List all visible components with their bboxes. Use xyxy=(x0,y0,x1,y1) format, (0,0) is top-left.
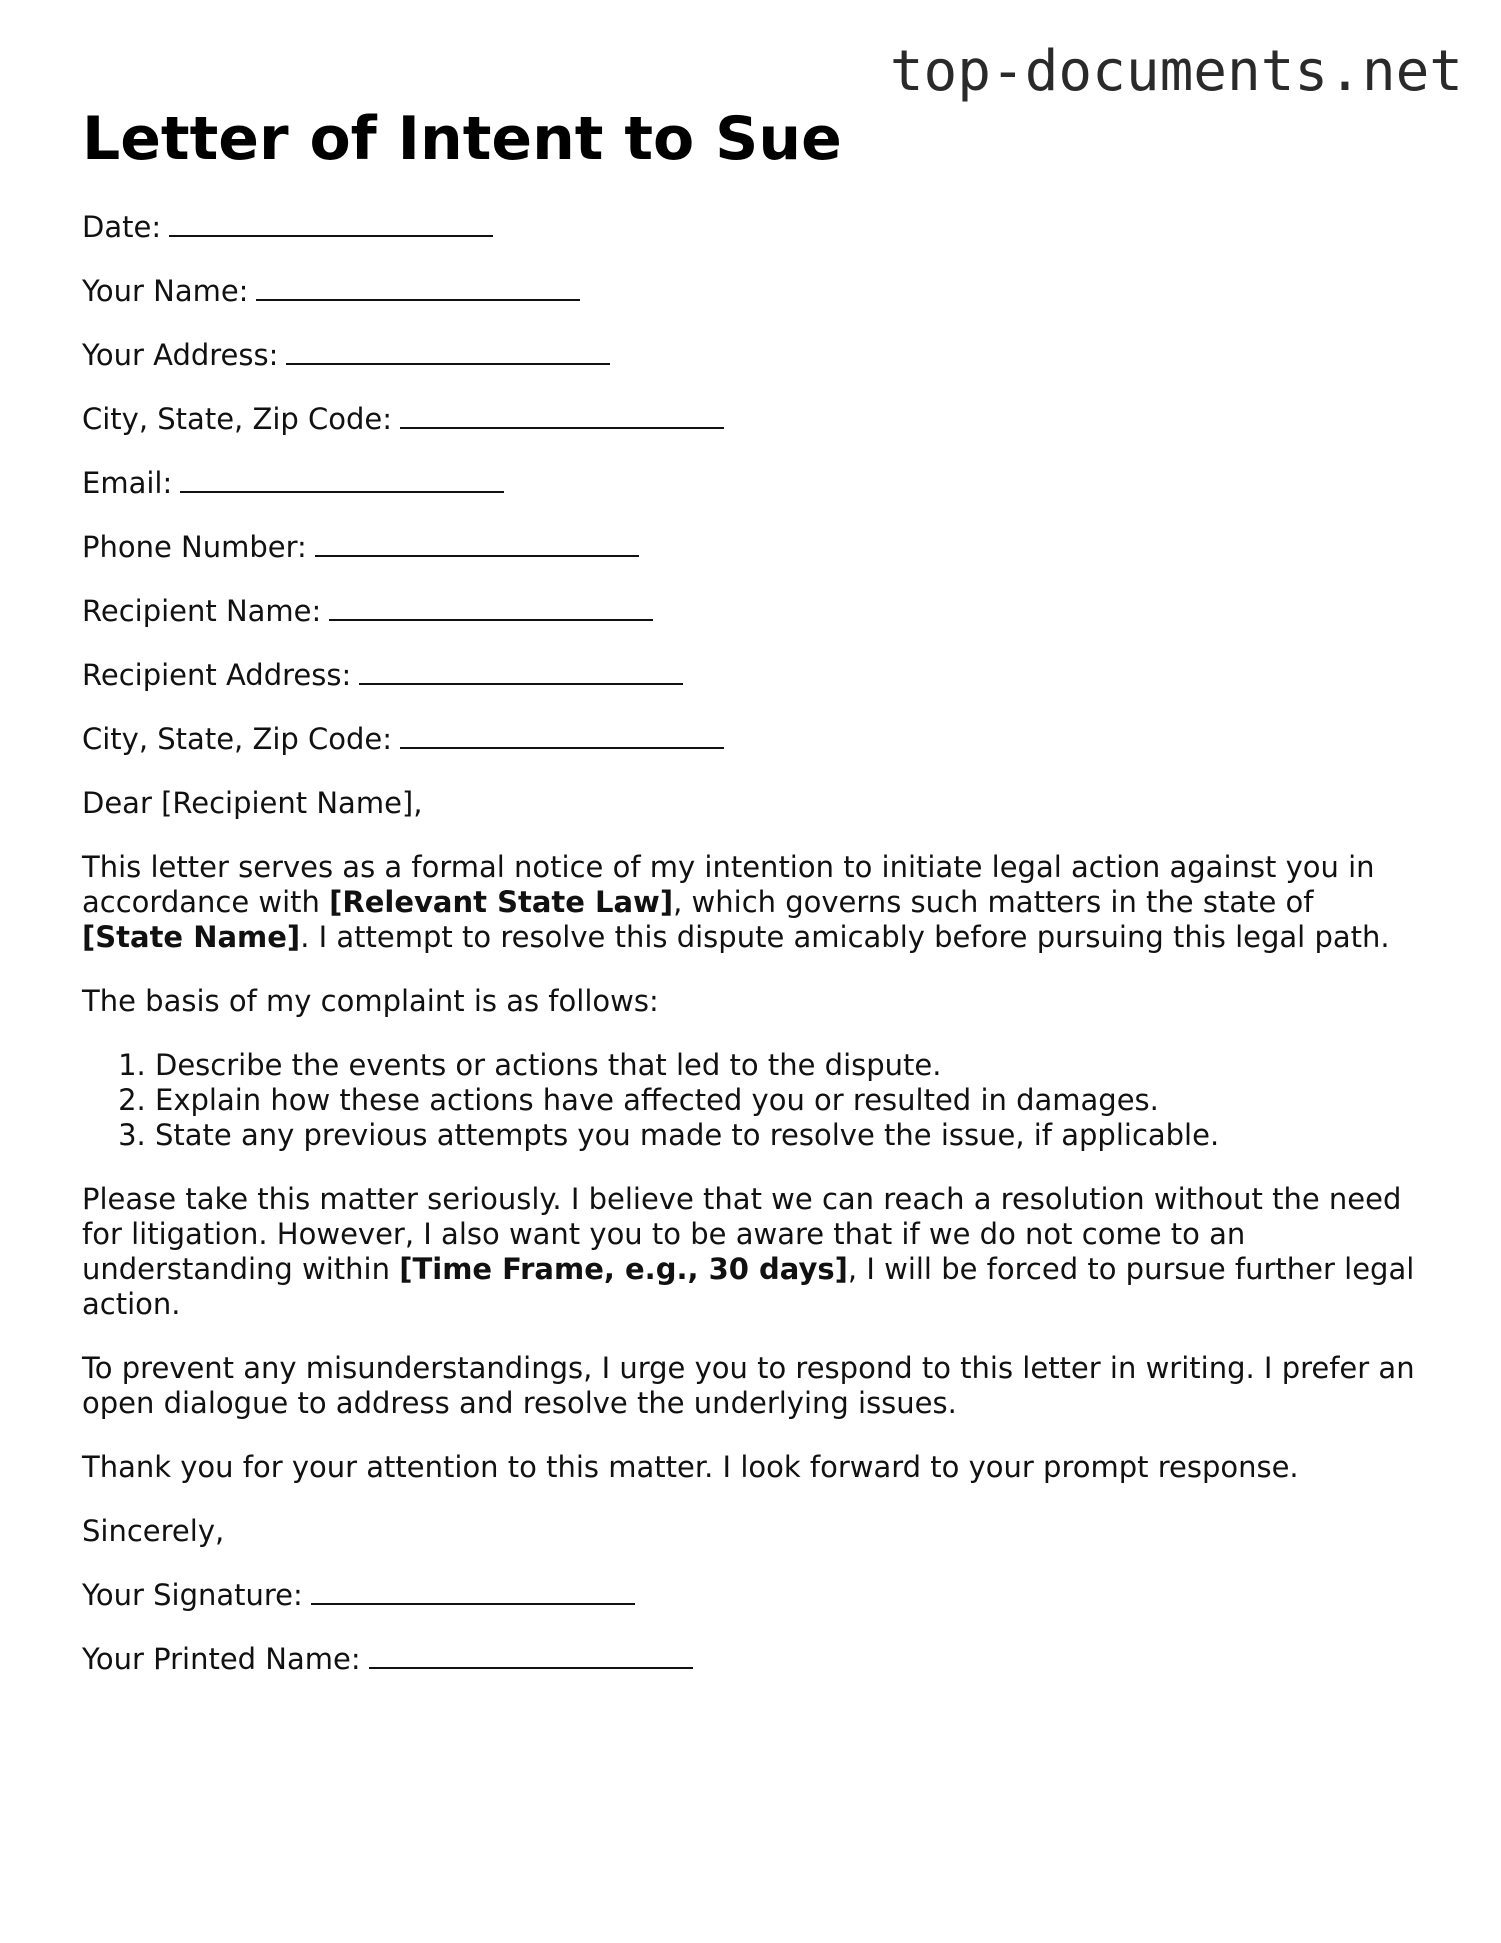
recipient-address-label: Recipient Address: xyxy=(82,658,352,692)
email-label: Email: xyxy=(82,466,173,500)
list-item: 2. Explain how these actions have affected you or resulted in damages. xyxy=(155,1083,1422,1118)
your-city-field xyxy=(82,402,1422,437)
email-blank[interactable] xyxy=(180,467,504,493)
recipient-name-blank[interactable] xyxy=(329,595,653,621)
phone-blank[interactable] xyxy=(315,531,639,557)
your-address-field xyxy=(82,338,1422,373)
your-address-label: Your Address: xyxy=(82,338,279,372)
recipient-city-label: City, State, Zip Code: xyxy=(82,722,393,756)
recipient-city-blank[interactable] xyxy=(400,723,724,749)
your-name-blank[interactable] xyxy=(256,275,580,301)
your-address-blank[interactable] xyxy=(286,339,610,365)
intent-text-3: . I attempt to resolve this dispute amicably before pursuing this legal path. xyxy=(300,920,1390,954)
phone-label: Phone Number: xyxy=(82,530,307,564)
recipient-address-blank[interactable] xyxy=(359,659,683,685)
date-field xyxy=(82,210,1422,245)
list-item: 1. Describe the events or actions that led to the dispute. xyxy=(155,1048,1422,1083)
resolution-paragraph xyxy=(82,1182,1422,1322)
date-label: Date: xyxy=(82,210,162,244)
page-title: Letter of Intent to Sue xyxy=(82,104,842,174)
date-blank[interactable] xyxy=(169,211,493,237)
basis-list xyxy=(82,1048,1422,1153)
recipient-address-field xyxy=(82,658,1422,693)
recipient-city-field xyxy=(82,722,1422,757)
relevant-law-placeholder: [Relevant State Law] xyxy=(329,885,674,919)
list-item: 3. State any previous attempts you made to resolve the issue, if applicable. xyxy=(155,1118,1422,1153)
state-name-placeholder: [State Name] xyxy=(82,920,301,954)
resolution-text-1: Please take this matter seriously. I believe that we can reach a resolution without the need for litigation. However, I also want you to be aware that if we do not come to an understanding within xyxy=(82,1182,1402,1286)
thanks-paragraph: Thank you for your attention to this matter. I look forward to your prompt response. xyxy=(82,1450,1299,1484)
closing: Sincerely, xyxy=(82,1514,225,1548)
printed-name-blank[interactable] xyxy=(369,1643,693,1669)
intent-paragraph xyxy=(82,850,1422,955)
site-watermark: top-documents.net xyxy=(889,39,1463,104)
salutation: Dear [Recipient Name], xyxy=(82,786,423,820)
recipient-name-label: Recipient Name: xyxy=(82,594,322,628)
your-name-label: Your Name: xyxy=(82,274,249,308)
intent-text-1: This letter serves as a formal notice of my intention to initiate legal action against you in accordance with xyxy=(82,850,1375,919)
phone-field xyxy=(82,530,1422,565)
time-frame-placeholder: [Time Frame, e.g., 30 days] xyxy=(399,1252,848,1286)
recipient-name-field xyxy=(82,594,1422,629)
signature-field xyxy=(82,1578,1422,1613)
signature-label: Your Signature: xyxy=(82,1578,303,1612)
email-field xyxy=(82,466,1422,501)
intent-text-2: , which governs such matters in the state of xyxy=(673,885,1314,919)
resolution-text-2: , I will be forced to pursue further legal action. xyxy=(82,1252,1415,1321)
respond-paragraph: To prevent any misunderstandings, I urge you to respond to this letter in writing. I prefer an open dialogue to address and resolve the underlying issues. xyxy=(82,1351,1415,1420)
your-city-label: City, State, Zip Code: xyxy=(82,402,393,436)
letter-document xyxy=(82,106,1422,1706)
signature-blank[interactable] xyxy=(311,1579,635,1605)
basis-intro: The basis of my complaint is as follows: xyxy=(82,984,659,1018)
printed-name-label: Your Printed Name: xyxy=(82,1642,361,1676)
your-city-blank[interactable] xyxy=(400,403,724,429)
your-name-field xyxy=(82,274,1422,309)
printed-name-field xyxy=(82,1642,1422,1677)
